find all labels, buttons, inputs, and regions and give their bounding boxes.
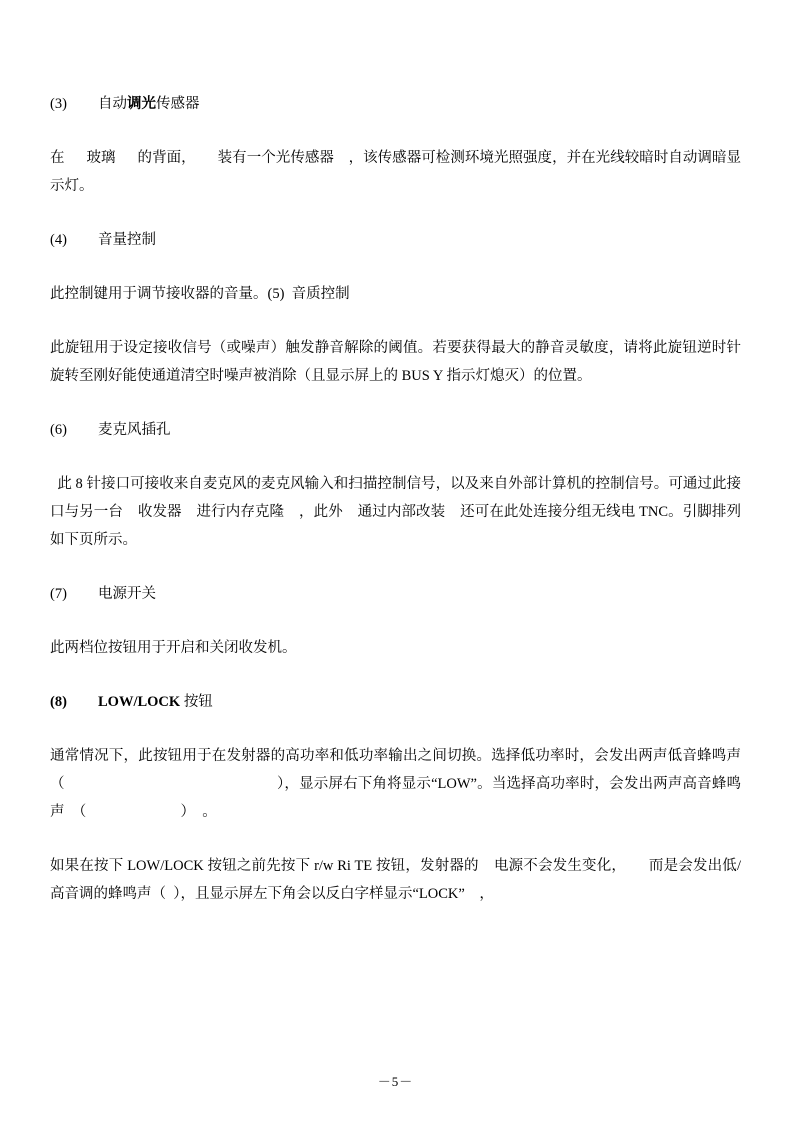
section-4-number: (4) [50,232,67,248]
section-8-title-post: 按钮 [180,694,213,710]
section-3-title [98,90,200,118]
section-7-number: (7) [50,586,67,602]
section-8-body-1: 通常情况下，此按钮用于在发射器的高功率和低功率输出之间切换。选择低功率时，会发出两声低音蜂鸣声 （ ），显示屏右下角将显示“LOW”。当选择高功率时，会发出两声高音蜂鸣声 （ ） 。 [50,748,749,820]
section-6-number: (6) [50,422,67,438]
section-7-heading [50,580,741,608]
section-3-title-pre: 自动 [98,96,127,112]
section-7-title: 电源开关 [98,586,156,602]
section-8-title [98,688,213,716]
section-3-body: 在 玻璃 的背面， 装有一个光传感器 ，该传感器可检测环境光照强度，并在光线较暗时自动调暗显示灯。 [50,150,741,194]
section-4-title: 音量控制 [98,232,156,248]
section-6-body: 此 8 针接口可接收来自麦克风的麦克风输入和扫描控制信号，以及来自外部计算机的控制信号。可通过此接口与另一台 收发器 进行内存克隆 ，此外 通过内部改装 还可在此处连接分组无线电 TNC。引脚排列如下页所示。 [50,476,741,548]
page-number: －5－ [377,1074,414,1089]
section-8-title-bold: LOW/LOCK [98,694,181,710]
section-5-body: 此旋钮用于设定接收信号（或噪声）触发静音解除的阈值。若要获得最大的静音灵敏度，请将此旋钮逆时针旋转至刚好能使通道清空时噪声被消除（且显示屏上的 BUS Y 指示灯熄灭）的位置。 [50,340,741,384]
section-3-number: (3) [50,96,67,112]
section-8-body-2: 如果在按下 LOW/LOCK 按钮之前先按下 r/w Ri TE 按钮，发射器的 电源不会发生变化， 而是会发出低/高音调的蜂鸣声（ ），且显示屏左下角会以反白字样显示“LOCK” ， [50,858,741,902]
section-8-number: (8) [50,694,67,710]
section-4-heading [50,226,741,254]
section-4-body: 此控制键用于调节接收器的音量。(5) 音质控制 [50,286,350,302]
section-6-title: 麦克风插孔 [98,422,171,438]
section-8-heading [50,688,741,716]
section-3-title-bold: 调光 [127,96,156,112]
section-6-heading [50,416,741,444]
section-3-title-post: 传感器 [156,96,200,112]
section-7-body: 此两档位按钮用于开启和关闭收发机。 [50,640,297,656]
section-3-heading [50,90,741,118]
